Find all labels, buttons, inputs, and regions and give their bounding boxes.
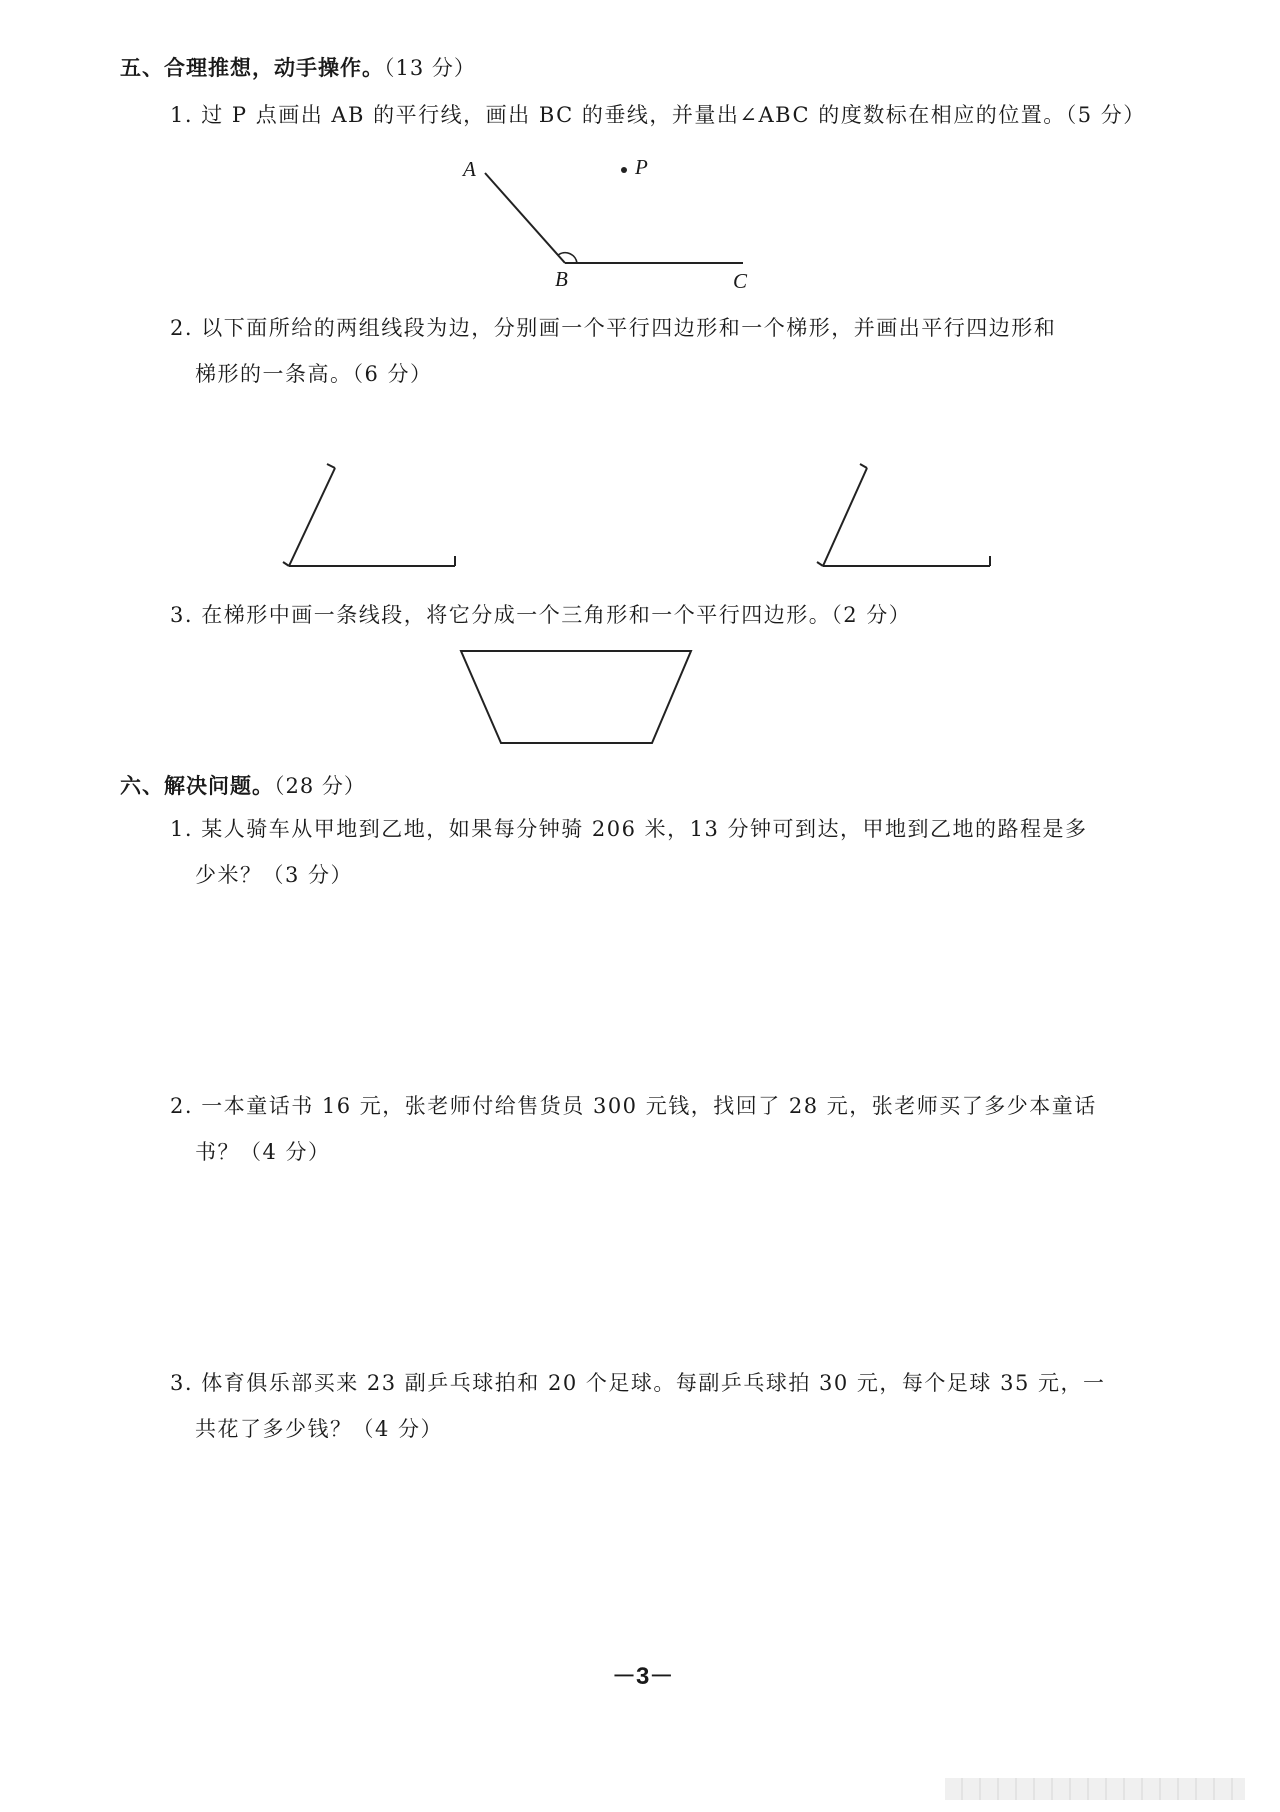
segment-ab <box>485 173 565 263</box>
angle-abc-svg <box>455 155 765 295</box>
label-p: P <box>635 155 648 179</box>
question-text-line-1: 1. 某人骑车从甲地到乙地，如果每分钟骑 206 米，13 分钟可到达，甲地到乙地的路程是多 <box>170 817 1088 841</box>
section-6-question-1 <box>170 806 1088 898</box>
trapezoid-shape <box>461 651 691 743</box>
question-text-line-2: 共花了多少钱？（4 分） <box>195 1417 444 1441</box>
point-p-dot <box>621 167 627 173</box>
section-6-question-2 <box>170 1083 1097 1175</box>
slanted-segment <box>289 468 335 566</box>
section-5-heading <box>120 52 476 82</box>
segment-tick <box>283 562 289 566</box>
segment-pair-left-svg <box>275 458 470 573</box>
section-6-score: （28 分） <box>274 774 366 798</box>
section-5-title: 五、合理推想，动手操作。 <box>120 56 384 80</box>
angle-abc-figure <box>455 155 765 295</box>
label-c: C <box>733 269 748 293</box>
question-text-line-2: 书？（4 分） <box>195 1140 331 1164</box>
question-text: 1. 过 P 点画出 AB 的平行线，画出 BC 的垂线，并量出∠ABC 的度数标在相应的位置。（5 分） <box>170 103 1146 127</box>
page-number: －3－ <box>612 1663 674 1690</box>
trapezoid-svg <box>455 645 700 750</box>
segment-tick <box>817 562 823 566</box>
section-5-question-3 <box>170 592 911 638</box>
section-5-question-1 <box>170 92 1146 138</box>
label-a: A <box>463 157 476 181</box>
slanted-segment <box>823 468 867 566</box>
segment-tick <box>860 464 867 468</box>
section-5-question-2 <box>170 305 1056 397</box>
trapezoid-figure <box>455 645 700 750</box>
question-text-line-1: 2. 以下面所给的两组线段为边，分别画一个平行四边形和一个梯形，并画出平行四边形和 <box>170 316 1057 340</box>
question-text-line-2: 梯形的一条高。（6 分） <box>195 362 433 386</box>
segment-pair-right-svg <box>805 458 1005 573</box>
question-text-line-1: 3. 体育俱乐部买来 23 副乒乓球拍和 20 个足球。每副乒乓球拍 30 元，每个足球 35 元，一 <box>170 1371 1106 1395</box>
scan-edge-artifact <box>945 1778 1245 1800</box>
segment-pair-left <box>275 458 470 573</box>
question-text: 3. 在梯形中画一条线段，将它分成一个三角形和一个平行四边形。（2 分） <box>170 603 912 627</box>
segment-pair-right <box>805 458 1005 573</box>
section-5-score: （13 分） <box>384 56 476 80</box>
segment-tick <box>327 464 335 468</box>
section-6-question-3 <box>170 1360 1106 1452</box>
section-6-heading <box>120 770 366 800</box>
question-text-line-1: 2. 一本童话书 16 元，张老师付给售货员 300 元钱，找回了 28 元，张老师买了多少本童话 <box>170 1094 1097 1118</box>
section-6-title: 六、解决问题。 <box>120 774 274 798</box>
label-b: B <box>555 267 568 291</box>
question-text-line-2: 少米？（3 分） <box>195 863 354 887</box>
